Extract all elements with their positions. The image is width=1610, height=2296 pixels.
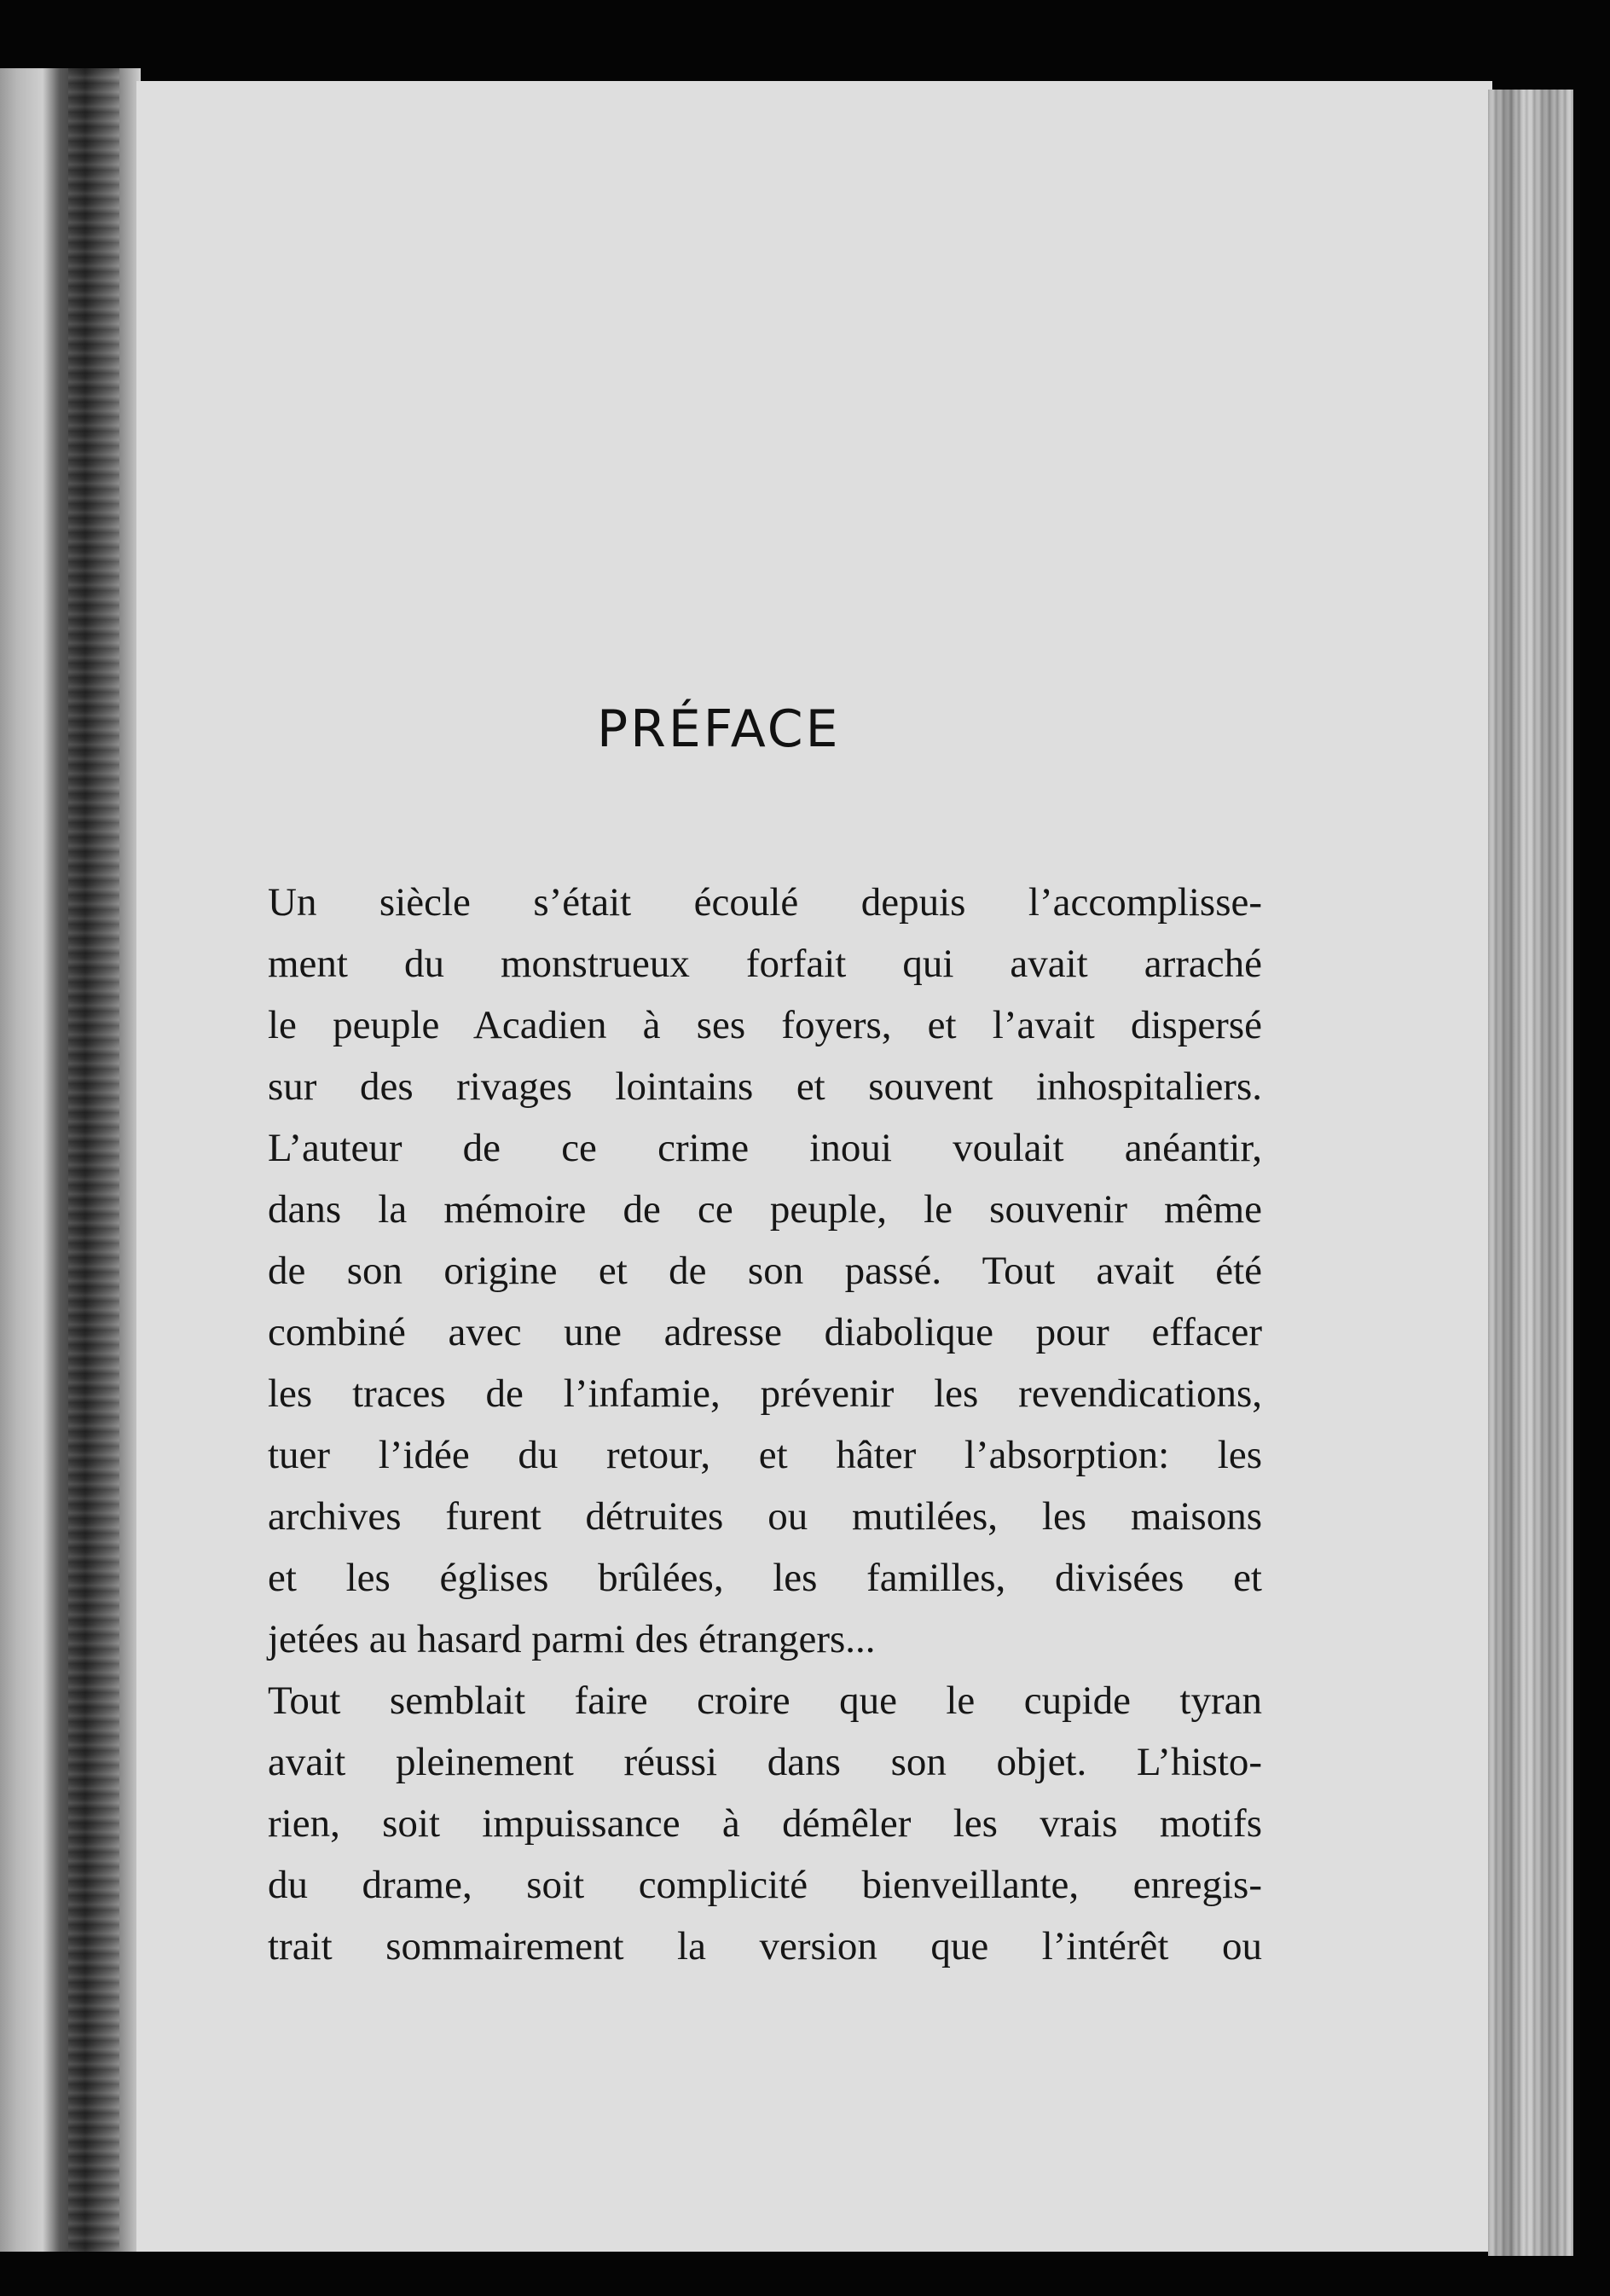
book-spine-left <box>0 68 141 2252</box>
paragraph-3 <box>198 1670 1262 1977</box>
text-line: les traces de l’infamie, prévenir les revendications, <box>268 1371 1262 1416</box>
paragraph-1 <box>198 872 1262 1117</box>
text-line: combiné avec une adresse diabolique pour effacer <box>268 1310 1262 1354</box>
text-line: dans la mémoire de ce peuple, le souvenir même <box>268 1187 1262 1232</box>
page-edges-right <box>1488 90 1573 2256</box>
paragraph-2 <box>198 1117 1262 1670</box>
text-line: archives furent détruites ou mutilées, les maisons <box>268 1494 1262 1539</box>
text-line: avait pleinement réussi dans son objet. L’histo- <box>268 1740 1262 1784</box>
text-line: le peuple Acadien à ses foyers, et l’avait dispersé <box>268 1003 1262 1047</box>
text-line: sur des rivages lointains et souvent inhospitaliers. <box>268 1064 1262 1109</box>
text-line: tuer l’idée du retour, et hâter l’absorption: les <box>268 1433 1262 1477</box>
text-line: Tout semblait faire croire que le cupide tyran <box>268 1679 1262 1723</box>
text-line: Un siècle s’était écoulé depuis l’accomplisse- <box>268 880 1262 925</box>
text-line: rien, soit impuissance à démêler les vrais motifs <box>268 1801 1262 1846</box>
text-line: ment du monstrueux forfait qui avait arraché <box>268 942 1262 986</box>
text-line: et les églises brûlées, les familles, divisées et <box>268 1556 1262 1600</box>
text-line: de son origine et de son passé. Tout avait été <box>268 1249 1262 1293</box>
text-line: trait sommairement la version que l’intérêt ou <box>268 1924 1262 1968</box>
text-line: L’auteur de ce crime inoui voulait anéantir, <box>268 1126 1262 1170</box>
text-line: jetées au hasard parmi des étrangers... <box>268 1617 876 1661</box>
preface-body <box>198 872 1262 1977</box>
text-line: du drame, soit complicité bienveillante, enregis- <box>268 1863 1262 1907</box>
preface-title: PRÉFACE <box>597 699 841 759</box>
